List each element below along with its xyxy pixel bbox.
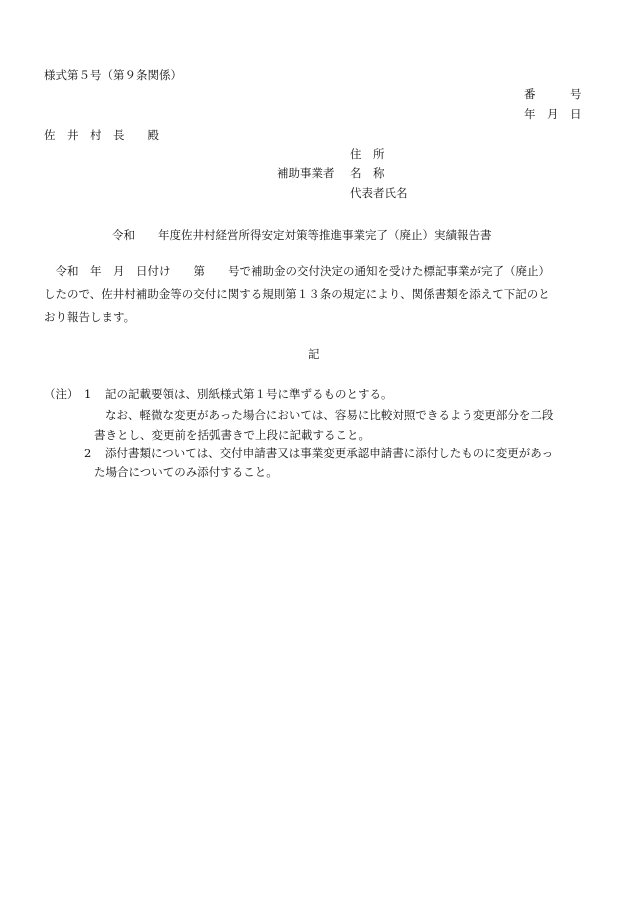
ki-heading: 記: [308, 347, 320, 361]
notes-label: （注）: [44, 387, 79, 401]
note-number: 1: [84, 387, 92, 401]
addressee: 佐 井 村 長 殿: [44, 128, 159, 142]
note-text: 記の記載要領は、別紙様式第１号に準ずるものとする。: [105, 387, 393, 401]
applicant-label: 補助事業者: [277, 166, 335, 180]
form-number: 様式第５号（第９条関係）: [44, 68, 182, 82]
date-label: 年 月 日: [524, 107, 582, 121]
address-label: 住 所: [350, 147, 385, 161]
body-line: したので、佐井村補助金等の交付に関する規則第１３条の規定により、関係書類を添えて下記のと: [44, 287, 550, 301]
note-sub-text: 書きとし、変更前を括弧書きで上段に記載すること。: [94, 428, 370, 442]
representative-label: 代表者氏名: [350, 186, 408, 200]
name-label: 名 称: [350, 166, 385, 180]
body-line: おり報告します。: [44, 310, 136, 324]
note-text: 添付書類については、交付申請書又は事業変更承認申請書に添付したものに変更があっ: [105, 446, 554, 460]
note-sub-text: なお、軽微な変更があった場合においては、容易に比較対照できるよう変更部分を二段: [105, 408, 554, 422]
note-number: 2: [84, 446, 92, 460]
document-number-label: 番 号: [524, 87, 582, 101]
document-title: 令和 年度佐井村経営所得安定対策等推進事業完了（廃止）実績報告書: [112, 228, 492, 242]
body-line: 令和 年 月 日付け 第 号で補助金の交付決定の通知を受けた標記事業が完了（廃止）: [44, 264, 550, 278]
note-continuation: た場合についてのみ添付すること。: [94, 465, 278, 479]
